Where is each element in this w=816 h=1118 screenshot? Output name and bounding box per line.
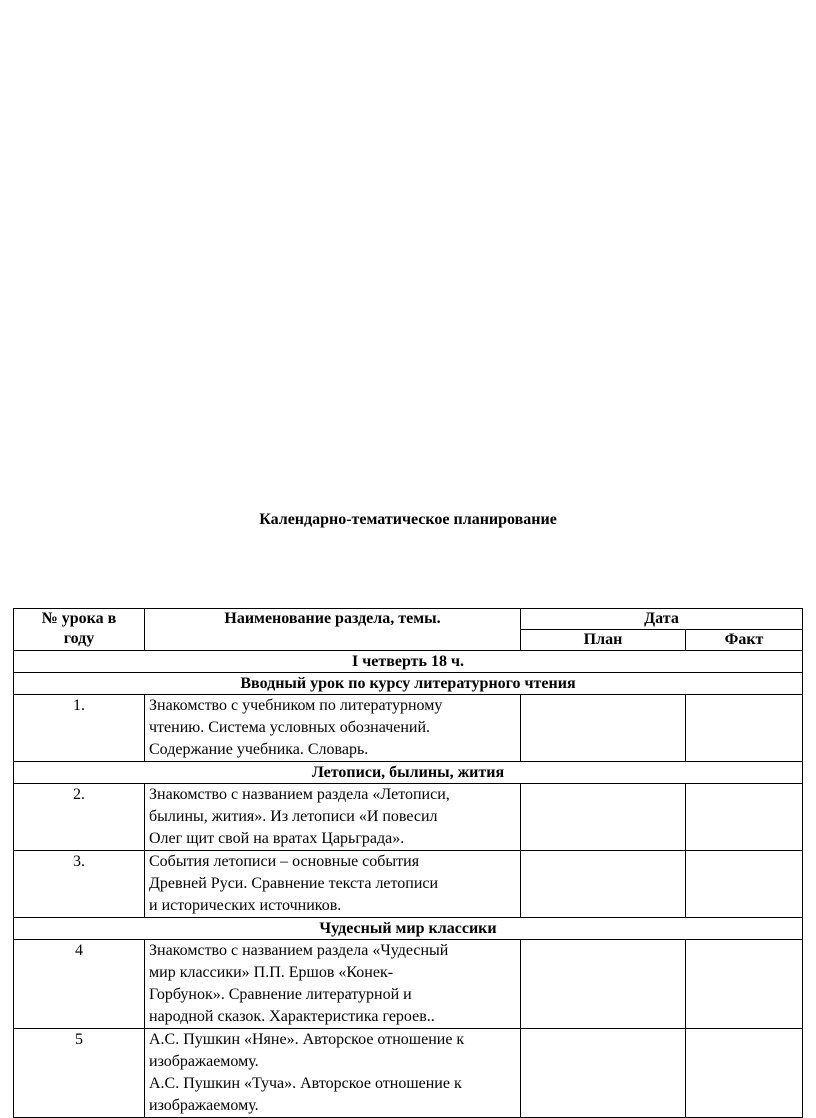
lesson-number: 5 [14, 1029, 145, 1118]
lesson-topic [145, 851, 521, 918]
header-lesson-number-line1: № урока в [41, 610, 117, 627]
plan-date-cell [521, 940, 686, 1029]
lesson-number: 4 [14, 940, 145, 1029]
topic-line: Древней Руси. Сравнение текста летописи [149, 875, 439, 892]
topic-line: изображаемому. [149, 1097, 259, 1114]
topic-line: и исторических источников. [149, 897, 342, 914]
header-plan: План [521, 630, 686, 651]
topic-line: Олег щит свой на вратах Царьграда». [149, 830, 405, 847]
topic-line: А.С. Пушкин «Няне». Авторское отношение к [149, 1031, 465, 1048]
section-row [14, 918, 803, 940]
plan-date-cell [521, 1029, 686, 1118]
topic-line: изображаемому. [149, 1053, 259, 1070]
fact-date-cell [686, 1029, 803, 1118]
plan-date-cell [521, 695, 686, 762]
section-title: Летописи, былины, жития [14, 762, 803, 784]
header-date: Дата [521, 609, 803, 630]
page-title: Календарно-тематическое планирование [259, 511, 557, 528]
topic-line: Содержание учебника. Словарь. [149, 741, 369, 758]
topic-line: мир классики» П.П. Ершов «Конек- [149, 964, 394, 981]
section-title: Вводный урок по курсу литературного чтения [14, 673, 803, 695]
fact-date-cell [686, 784, 803, 851]
fact-date-cell [686, 695, 803, 762]
lesson-number: 3. [14, 851, 145, 918]
topic-line: Знакомство с учебником по литературному [149, 697, 443, 714]
header-fact: Факт [686, 630, 803, 651]
topic-line: былины, жития». Из летописи «И повесил [149, 808, 438, 825]
lesson-topic [145, 784, 521, 851]
header-lesson-number [14, 609, 145, 651]
fact-date-cell [686, 851, 803, 918]
plan-date-cell [521, 784, 686, 851]
topic-line: А.С. Пушкин «Туча». Авторское отношение к [149, 1075, 462, 1092]
topic-line: Горбунок». Сравнение литературной и [149, 986, 412, 1003]
lesson-row [14, 695, 803, 762]
lesson-topic [145, 1029, 521, 1118]
topic-line: Знакомство с названием раздела «Летописи, [149, 786, 450, 803]
lesson-row [14, 1029, 803, 1118]
lesson-row [14, 851, 803, 918]
lesson-topic [145, 940, 521, 1029]
section-row [14, 762, 803, 784]
quarter-row [14, 651, 803, 673]
header-topic: Наименование раздела, темы. [145, 609, 521, 651]
lesson-number: 1. [14, 695, 145, 762]
topic-line: народной сказок. Характеристика героев.. [149, 1008, 435, 1025]
header-lesson-number-line2: году [63, 630, 95, 647]
planning-table [13, 608, 803, 1118]
quarter-title: I четверть 18 ч. [14, 651, 803, 673]
topic-line: чтению. Система условных обозначений. [149, 719, 431, 736]
lesson-row [14, 940, 803, 1029]
section-row [14, 673, 803, 695]
section-title: Чудесный мир классики [14, 918, 803, 940]
topic-line: Знакомство с названием раздела «Чудесный [149, 942, 449, 959]
lesson-row [14, 784, 803, 851]
lesson-number: 2. [14, 784, 145, 851]
fact-date-cell [686, 940, 803, 1029]
lesson-topic [145, 695, 521, 762]
topic-line: События летописи – основные события [149, 853, 420, 870]
plan-date-cell [521, 851, 686, 918]
